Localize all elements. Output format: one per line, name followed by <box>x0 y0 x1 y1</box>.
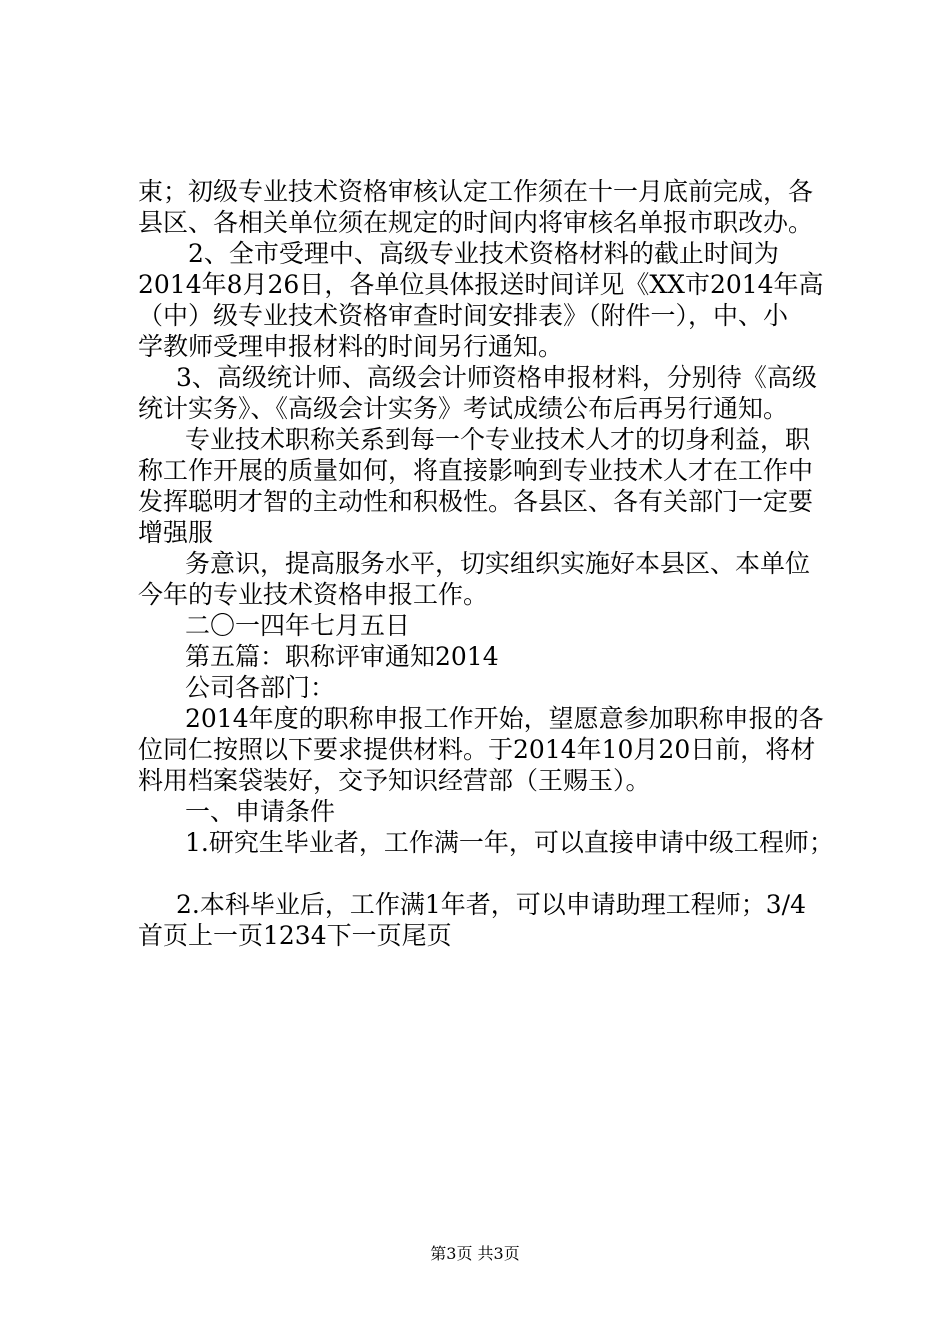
condition-item-1: 1.研究生毕业者，工作满一年，可以直接申请中级工程师； <box>185 828 834 857</box>
section-title: 第五篇：职称评审通知2014 <box>185 642 499 671</box>
salutation: 公司各部门： <box>185 673 336 702</box>
body-line-20: 料用档案袋装好，交予知识经营部（王赐玉）。 <box>138 766 651 795</box>
body-line-7: 3、高级统计师、高级会计师资格申报材料，分别待《高级 <box>176 363 817 392</box>
page-footer: 第3页 共3页 <box>430 1244 520 1263</box>
body-line-13: 务意识，提高服务水平，切实组织实施好本县区、本单位 <box>185 549 811 578</box>
body-line-11: 发挥聪明才智的主动性和积极性。各县区、各有关部门一定要 <box>138 487 814 516</box>
body-line-4: 2014年8月26日，各单位具体报送时间详见《XX市2014年高 <box>138 270 824 299</box>
body-line-2: 县区、各相关单位须在规定的时间内将审核名单报市职改办。 <box>138 208 814 237</box>
body-line-10: 称工作开展的质量如何，将直接影响到专业技术人才在工作中 <box>138 456 814 485</box>
body-line-12: 增强服 <box>138 518 214 547</box>
body-line-18: 2014年度的职称申报工作开始，望愿意参加职称申报的各 <box>185 704 824 733</box>
body-line-19: 位同仁按照以下要求提供材料。于2014年10月20日前，将材 <box>138 735 816 764</box>
body-line-9: 专业技术职称关系到每一个专业技术人才的切身利益，职 <box>185 425 811 454</box>
body-line-1: 束；初级专业技术资格审核认定工作须在十一月底前完成，各 <box>138 177 814 206</box>
condition-item-2: 2.本科毕业后，工作满1年者，可以申请助理工程师；3/4 <box>176 890 806 919</box>
body-line-14: 今年的专业技术资格申报工作。 <box>138 580 489 609</box>
body-line-8: 统计实务》、《高级会计实务》考试成绩公布后再另行通知。 <box>138 394 789 423</box>
subsection-heading: 一、申请条件 <box>185 797 336 826</box>
body-line-5: （中）级专业技术资格审查时间安排表》（附件一），中、小 <box>138 301 789 330</box>
pagination-text: 首页上一页1234下一页尾页 <box>138 921 452 950</box>
date-line: 二〇一四年七月五日 <box>185 611 411 640</box>
body-line-3: 2、全市受理中、高级专业技术资格材料的截止时间为 <box>188 239 779 268</box>
body-line-6: 学教师受理申报材料的时间另行通知。 <box>138 332 564 361</box>
